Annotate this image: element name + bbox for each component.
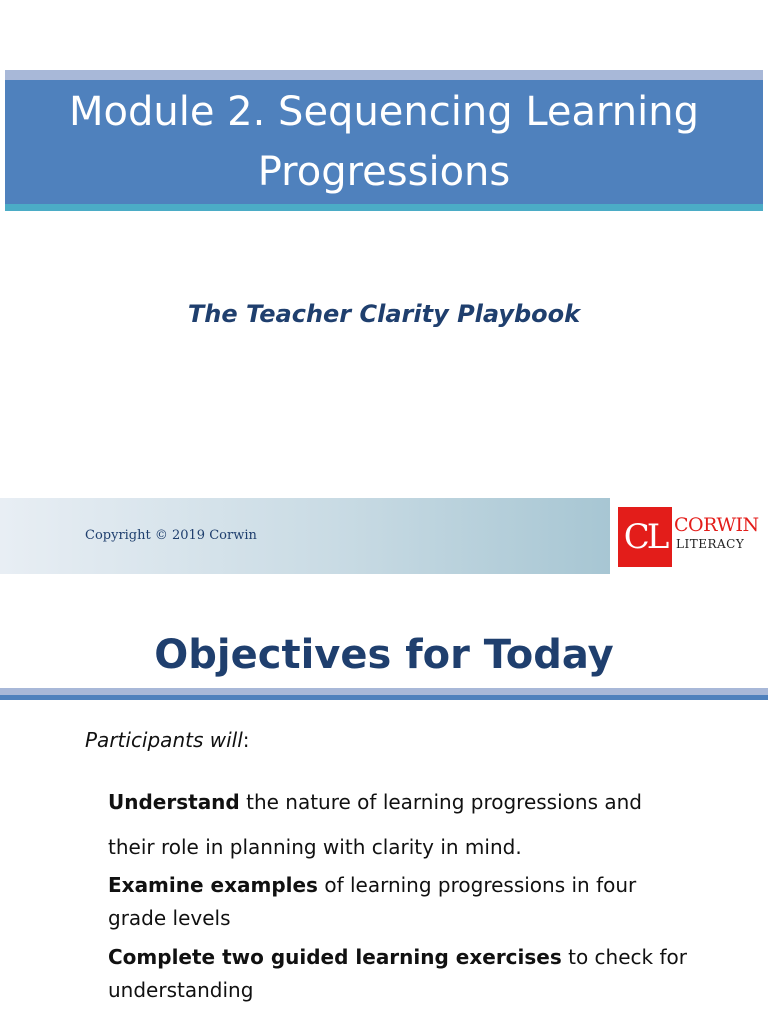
logo-mark: CL <box>618 507 672 567</box>
objective-text: the nature of learning progressions and <box>239 790 642 814</box>
objective-item <box>108 941 748 1007</box>
objectives-title: Objectives for Today <box>154 632 614 678</box>
banner-body <box>5 80 763 204</box>
slide-subtitle: The Teacher Clarity Playbook <box>187 300 581 328</box>
objective-item <box>108 780 748 870</box>
objective-text-cont: grade levels <box>108 906 231 930</box>
objective-text-cont: their role in planning with clarity in mind. <box>108 835 522 859</box>
slide-title-line-1: Module 2. Sequencing Learning <box>69 89 699 135</box>
objective-text-cont: understanding <box>108 978 254 1002</box>
banner-top-rule <box>5 70 763 80</box>
corwin-literacy-logo <box>618 507 766 567</box>
copyright-text: Copyright © 2019 Corwin <box>85 528 257 543</box>
title-banner <box>5 70 763 212</box>
objectives-slide <box>0 578 768 1024</box>
intro-italic: Participants will <box>85 728 243 752</box>
slide-title <box>24 82 744 202</box>
banner-bottom-rule <box>5 204 763 211</box>
objective-text: of learning progressions in four <box>317 873 637 897</box>
objective-keyword: Examine examples <box>108 873 318 897</box>
logo-word-top: CORWIN <box>674 514 759 536</box>
intro-colon: : <box>242 728 250 752</box>
slide-title-line-2: Progressions <box>257 149 511 195</box>
objective-keyword: Understand <box>108 790 240 814</box>
objective-item <box>108 869 748 935</box>
objective-text: to check for <box>561 945 687 969</box>
logo-word-bottom: LITERACY <box>676 537 745 551</box>
title-rule-dark <box>0 695 768 700</box>
participants-intro <box>85 728 250 752</box>
title-rule-light <box>0 688 768 695</box>
objective-keyword: Complete two guided learning exercises <box>108 945 562 969</box>
